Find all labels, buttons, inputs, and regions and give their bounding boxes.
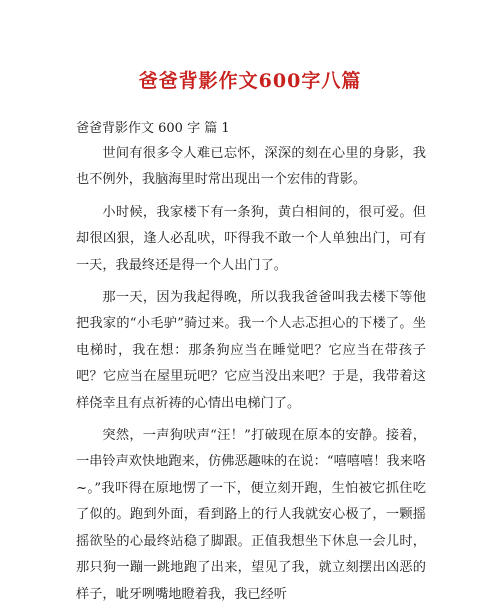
paragraph: 突然，一声狗吠声“汪！”打破现在原本的安静。接着，一串铃声欢快地跑来，仿佛恶趣味的在说：“嘻嘻嘻！我来咯~。”我吓得在原地愣了一下，便立刻开跑，生怕被它抓住吃了似的。跑到外面，看到路上的行人我就安心极了，一颗摇摇欲坠的心最终站稳了脚跟。正值我想坐下休息一会儿时，那只狗一蹦一跳地跑了出来，望见了我，就立刻摆出凶恶的样子，呲牙咧嘴地瞪着我，我已经听 [76, 428, 426, 602]
paragraph: 小时候，我家楼下有一条狗，黄白相间的，很可爱。但却很凶狠，逢人必乱吠，吓得我不敢一个人单独出门，可有一天，我最终还是得一个人出门了。 [76, 204, 426, 273]
paragraph: 那一天，因为我起得晚，所以我我爸爸叫我去楼下等他把我家的“小毛驴”骑过来。我一个人忐忑担心的下楼了。坐电梯时，我在想：那条狗应当在睡觉吧？它应当在带孩子吧？它应当在屋里玩吧？它应当没出来吧？于是，我带着这样侥幸且有点祈祷的心情出电梯门了。 [76, 290, 426, 411]
document-title: 爸爸背影作文600字八篇 [138, 70, 362, 92]
document-body [76, 141, 426, 614]
paragraph: 世间有很多令人难已忘怀，深深的刻在心里的身影，我也不例外，我脑海里时常出现出一个宏伟的背影。 [76, 146, 426, 188]
document-subtitle: 爸爸背影作文 600 字 篇 1 [76, 121, 230, 136]
